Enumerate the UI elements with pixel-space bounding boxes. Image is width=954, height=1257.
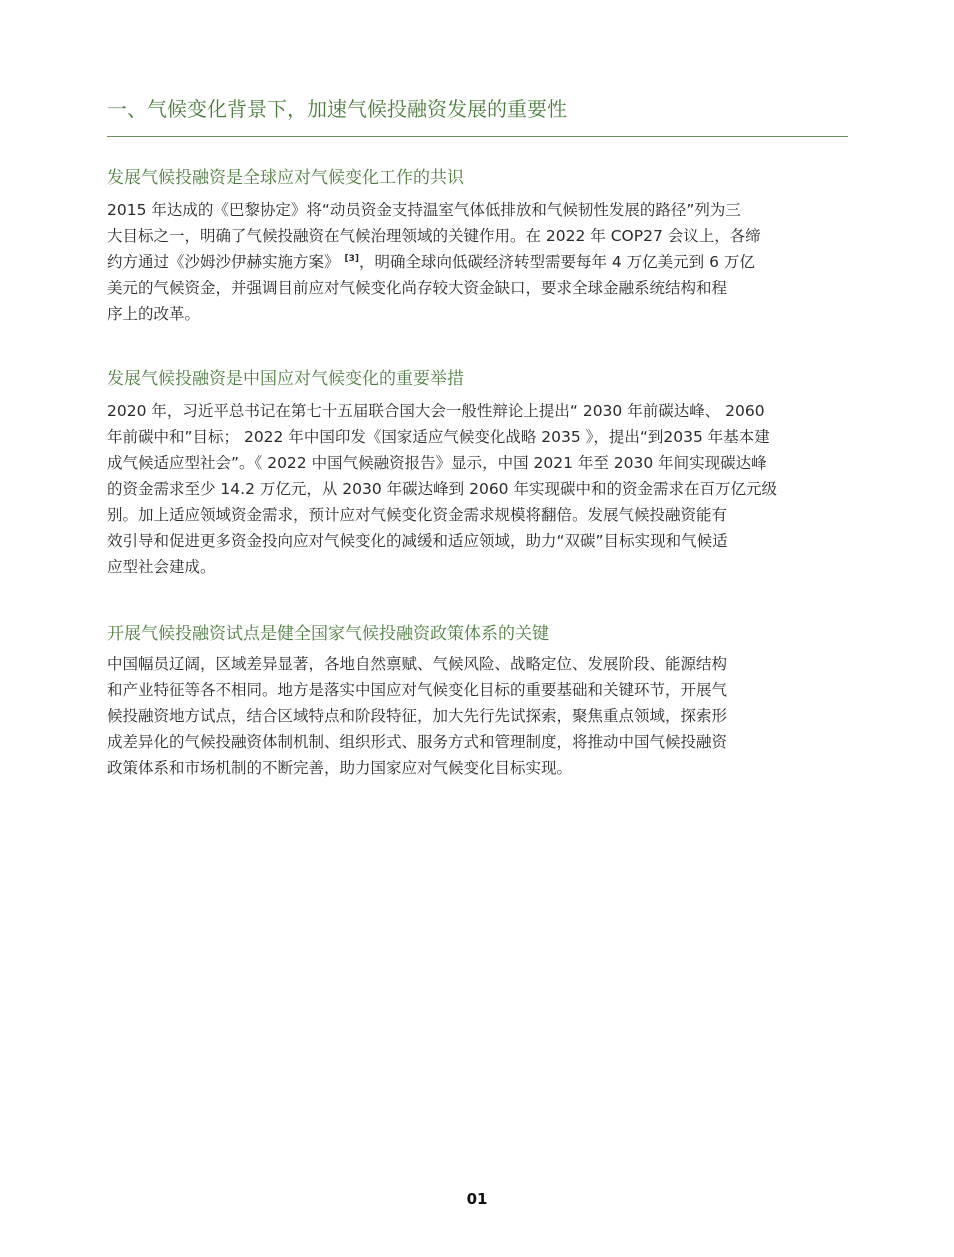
paragraph-line bbox=[107, 249, 907, 275]
page-title: 一、气候变化背景下，加速气候投融资发展的重要性 bbox=[107, 97, 567, 121]
paragraph-line: 2020 年，习近平总书记在第七十五届联合国大会一般性辩论上提出“ 2030 年前碳达峰、 2060 bbox=[107, 402, 765, 420]
paragraph-line: 效引导和促进更多资金投向应对气候变化的减缓和适应领域，助力“双碳”目标实现和气候适 bbox=[107, 532, 728, 550]
section-heading-global-consensus: 发展气候投融资是全球应对气候变化工作的共识 bbox=[107, 168, 464, 188]
section-heading-china-measures: 发展气候投融资是中国应对气候变化的重要举措 bbox=[107, 369, 464, 389]
paragraph-line: 候投融资地方试点，结合区域特点和阶段特征，加大先行先试探索，聚焦重点领域，探索形 bbox=[107, 707, 728, 725]
paragraph-line: 别。加上适应领域资金需求，预计应对气候变化资金需求规模将翻倍。发展气候投融资能有 bbox=[107, 506, 728, 524]
paragraph-line: 2015 年达成的《巴黎协定》将“动员资金支持温室气体低排放和气候韧性发展的路径”列为三 bbox=[107, 201, 741, 219]
paragraph-line: 成气候适应型社会”。《 2022 中国气候融资报告》显示，中国 2021 年至 2030 年间实现碳达峰 bbox=[107, 454, 767, 472]
paragraph-text: ，明确全球向低碳经济转型需要每年 4 万亿美元到 6 万亿 bbox=[358, 253, 755, 271]
paragraph-line: 和产业特征等各不相同。地方是落实中国应对气候变化目标的重要基础和关键环节，开展气 bbox=[107, 681, 728, 699]
paragraph-line: 序上的改革。 bbox=[107, 305, 201, 323]
paragraph-line: 的资金需求至少 14.2 万亿元，从 2030 年碳达峰到 2060 年实现碳中和的资金需求在百万亿元级 bbox=[107, 480, 777, 498]
section-paragraph-pilot-program bbox=[107, 651, 907, 781]
reference-marker[interactable]: [3] bbox=[344, 253, 359, 264]
paragraph-line: 年前碳中和”目标； 2022 年中国印发《国家适应气候变化战略 2035 》，提出“到2035 年基本建 bbox=[107, 428, 770, 446]
paragraph-line: 美元的气候资金，并强调目前应对气候变化尚存较大资金缺口，要求全球金融系统结构和程 bbox=[107, 279, 728, 297]
title-divider bbox=[107, 136, 848, 137]
page-number: 01 bbox=[466, 1190, 488, 1208]
paragraph-text: 约方通过《沙姆沙伊赫实施方案》 bbox=[107, 253, 340, 271]
paragraph-line: 中国幅员辽阔，区域差异显著，各地自然禀赋、气候风险、战略定位、发展阶段、能源结构 bbox=[107, 655, 728, 673]
paragraph-line: 大目标之一，明确了气候投融资在气候治理领域的关键作用。在 2022 年 COP27 会议上，各缔 bbox=[107, 227, 761, 245]
section-paragraph-global-consensus bbox=[107, 197, 907, 327]
section-paragraph-china-measures bbox=[107, 398, 907, 580]
paragraph-line: 应型社会建成。 bbox=[107, 558, 216, 576]
paragraph-line: 成差异化的气候投融资体制机制、组织形式、服务方式和管理制度，将推动中国气候投融资 bbox=[107, 733, 728, 751]
paragraph-line: 政策体系和市场机制的不断完善，助力国家应对气候变化目标实现。 bbox=[107, 759, 573, 777]
section-heading-pilot-program: 开展气候投融资试点是健全国家气候投融资政策体系的关键 bbox=[107, 624, 549, 644]
